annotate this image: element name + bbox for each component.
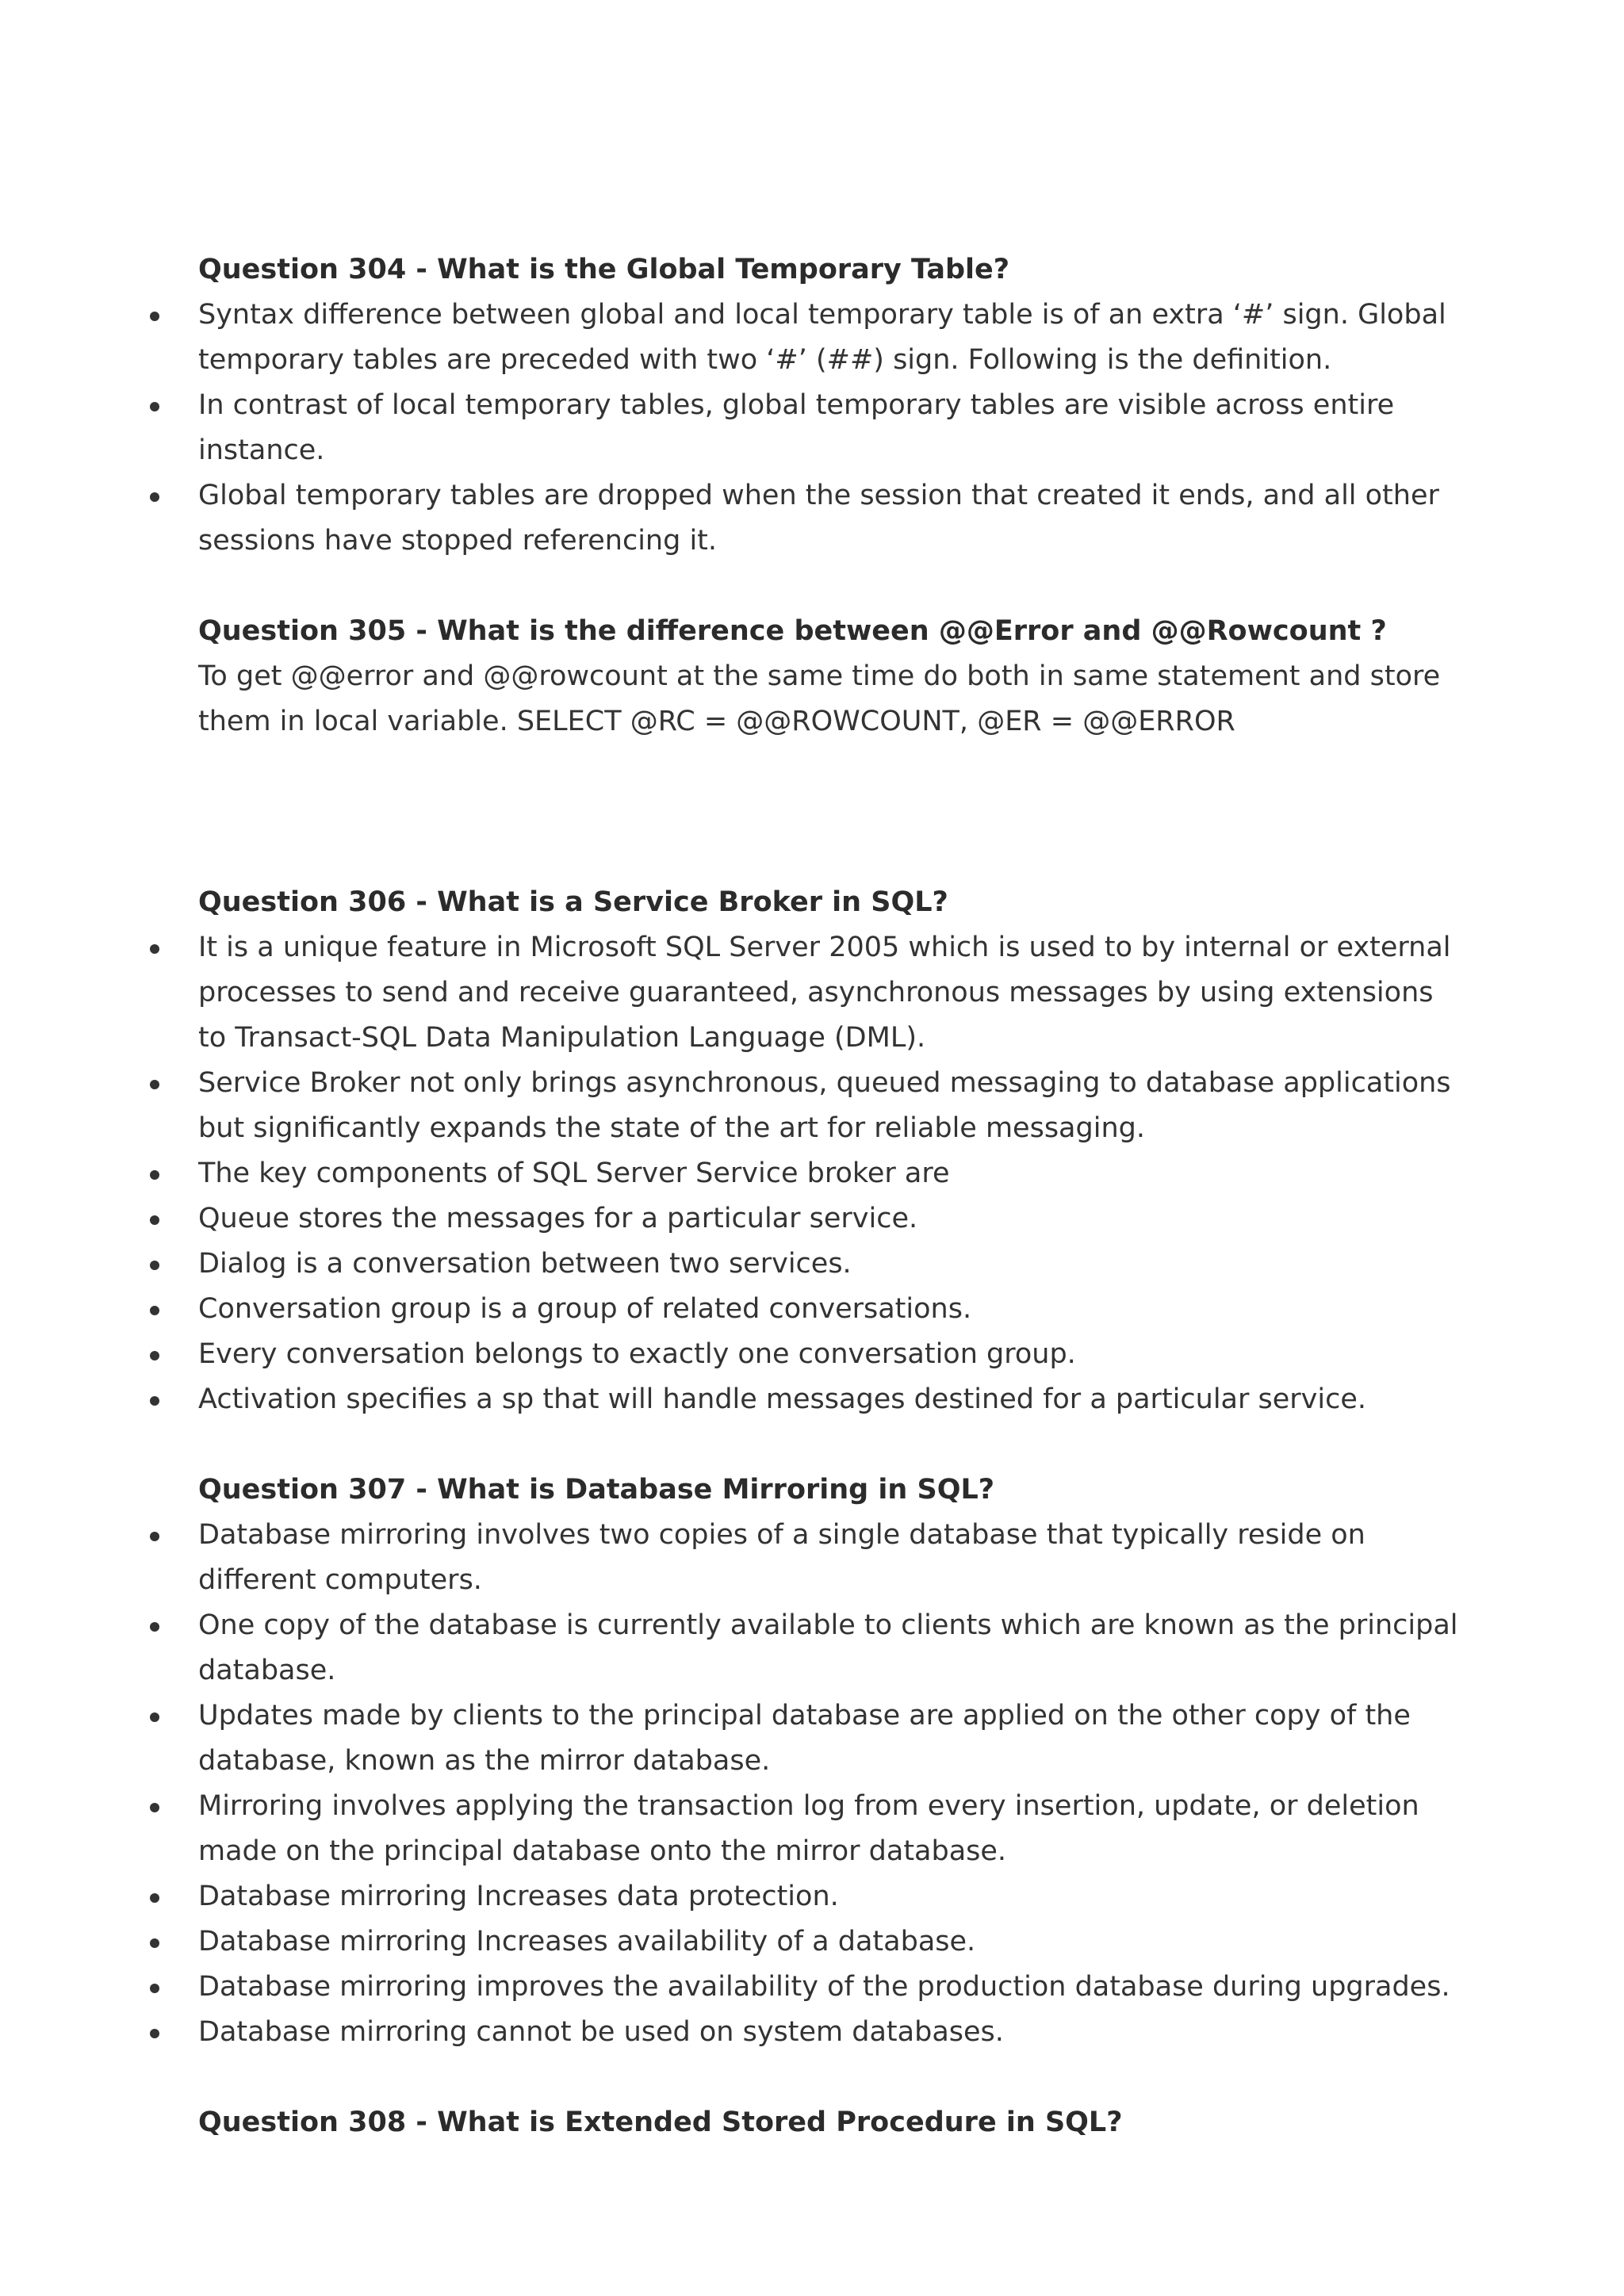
list-item-text: One copy of the database is currently available to clients which are known as the principal database. [198,1609,1458,1686]
bullet-icon [150,1532,159,1541]
list-item-text: It is a unique feature in Microsoft SQL Server 2005 which is used to by internal or external processes to send and receive guaranteed, asynchronous messages by using extensions to Transact-SQL Data Manipulation Language (DML). [198,932,1451,1054]
bullet-icon [150,1351,159,1360]
list-item-text: In contrast of local temporary tables, global temporary tables are visible across entire instance. [198,389,1395,466]
list-item-text: Global temporary tables are dropped when the session that created it ends, and all other sessions have stopped referencing it. [198,480,1439,557]
bullet-icon [150,1080,159,1089]
list-item-text: Database mirroring involves two copies of a single database that typically reside on different computers. [198,1519,1365,1596]
bullet-icon [150,402,159,411]
question-section-305 [198,609,1459,744]
list-item-text: Database mirroring cannot be used on system databases. [198,2016,1004,2048]
spacer [198,1422,1459,1468]
question-section-306 [198,880,1459,1422]
list-item-text: Database mirroring improves the availability of the production database during upgrades. [198,1971,1450,2003]
question-section-308 [198,2100,1459,2145]
bullet-icon [150,944,159,954]
list-item [198,1693,1459,1784]
list-item [198,1151,1459,1196]
list-item-text: Every conversation belongs to exactly one conversation group. [198,1338,1076,1370]
list-item [198,1377,1459,1422]
bullet-icon [150,1622,159,1632]
bullet-icon [150,1803,159,1812]
bullet-icon [150,1984,159,1993]
bullet-list [198,925,1459,1422]
list-item [198,1784,1459,1874]
question-section-307 [198,1468,1459,2055]
bullet-icon [150,312,159,321]
list-item-text: Database mirroring Increases availability of a database. [198,1926,976,1957]
list-item-text: Queue stores the messages for a particular service. [198,1203,918,1234]
list-item [198,1061,1459,1151]
bullet-icon [150,492,159,502]
answer-paragraph: To get @@error and @@rowcount at the same time do both in same statement and store them in local variable. SELECT @RC = @@ROWCOUNT, @ER = @@ERROR [198,660,1441,737]
list-item [198,2010,1459,2055]
list-item [198,1287,1459,1332]
question-heading: Question 306 - What is a Service Broker in SQL? [198,886,948,918]
spacer [198,564,1459,609]
question-heading: Question 308 - What is Extended Stored Procedure in SQL? [198,2107,1123,2138]
bullet-list [198,1513,1459,2055]
question-section-304 [198,247,1459,564]
list-item [198,1874,1459,1919]
list-item [198,925,1459,1061]
question-heading: Question 307 - What is Database Mirroring in SQL? [198,1474,995,1506]
list-item [198,1603,1459,1693]
list-item-text: Conversation group is a group of related conversations. [198,1293,972,1325]
list-item [198,1919,1459,1965]
list-item [198,1196,1459,1242]
list-item-text: The key components of SQL Server Service broker are [198,1158,950,1189]
bullet-icon [150,1170,159,1180]
list-item [198,1332,1459,1377]
list-item-text: Updates made by clients to the principal database are applied on the other copy of the database, known as the mirror database. [198,1700,1411,1777]
list-item [198,1242,1459,1287]
list-item [198,383,1459,473]
bullet-icon [150,1712,159,1722]
document-content [198,247,1459,2145]
bullet-icon [150,1938,159,1948]
question-heading: Question 305 - What is the difference between @@Error and @@Rowcount ? [198,615,1387,647]
bullet-list [198,293,1459,564]
bullet-icon [150,1306,159,1315]
list-item-text: Dialog is a conversation between two services. [198,1248,852,1280]
list-item [198,473,1459,564]
list-item-text: Database mirroring Increases data protection. [198,1881,839,1912]
list-item [198,293,1459,383]
bullet-icon [150,2029,159,2038]
bullet-icon [150,1261,159,1270]
spacer [198,744,1459,880]
list-item-text: Syntax difference between global and local temporary table is of an extra ‘#’ sign. Global temporary tables are preceded with two ‘#’ (##) sign. Following is the definition. [198,299,1446,376]
list-item [198,1513,1459,1603]
bullet-icon [150,1396,159,1406]
spacer [198,2055,1459,2100]
question-heading: Question 304 - What is the Global Temporary Table? [198,254,1010,285]
list-item-text: Activation specifies a sp that will handle messages destined for a particular service. [198,1383,1367,1415]
list-item [198,1965,1459,2010]
bullet-icon [150,1215,159,1225]
list-item-text: Service Broker not only brings asynchronous, queued messaging to database applications but significantly expands the state of the art for reliable messaging. [198,1067,1451,1144]
list-item-text: Mirroring involves applying the transaction log from every insertion, update, or deletion made on the principal database onto the mirror database. [198,1790,1419,1867]
bullet-icon [150,1893,159,1903]
